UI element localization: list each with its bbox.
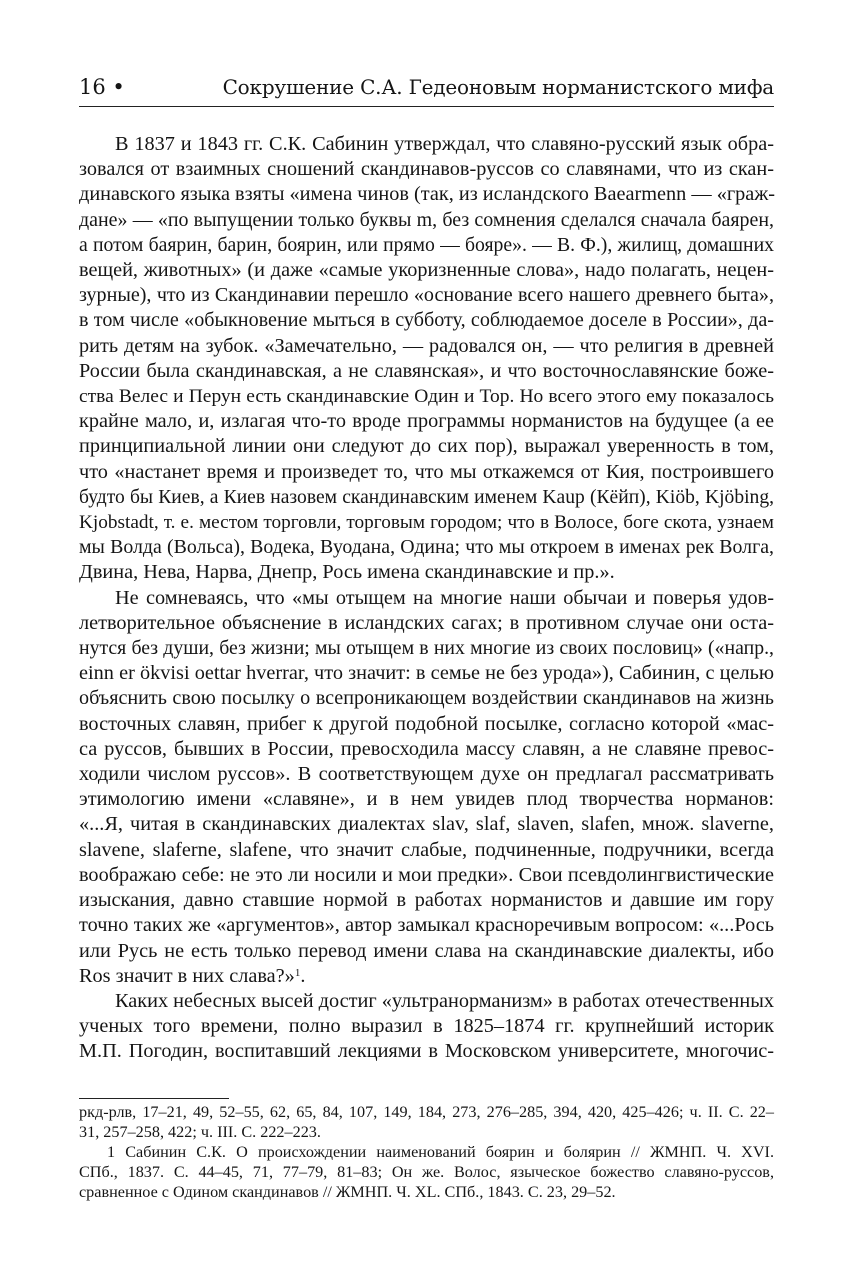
text-line: ходили числом руссов». В соответствующем духе он предлагал рассматривать [79, 763, 774, 786]
footnote-line: СПб., 1837. С. 44–45, 71, 77–79, 81–83; Он же. Волос, языческое божество славяно-руссов, [79, 1163, 774, 1181]
running-header [79, 72, 774, 102]
text-line: В 1837 и 1843 гг. С.К. Сабинин утверждал, что славяно-русский язык обра- [115, 133, 774, 155]
text-line: летворительное объяснение в исландских сагах; в противном случае они оста- [79, 611, 774, 634]
footnote-line: 31, 257–258, 422; ч. III. С. 222–223. [79, 1123, 321, 1141]
footnote-line: ркд-рлв, 17–21, 49, 52–55, 62, 65, 84, 107, 149, 184, 273, 276–285, 394, 420, 425–426; ч. II. С. 22– [79, 1103, 774, 1121]
text-line: slavene, slaferne, slafene, что значит слабые, подчиненные, подручники, всегда [79, 838, 774, 861]
footnote-marker[interactable]: 1 [294, 966, 301, 979]
text-line: са руссов, бывших в России, превосходила массу славян, а не славяне превос- [79, 737, 774, 760]
text-line: будто бы Киев, а Киев назовем скандинавским именем Kaup (Кёйп), Kiöb, Kjöbing, [79, 486, 774, 508]
footnote-line: сравненное с Одином скандинавов // ЖМНП. Ч. XL. СПб., 1843. С. 23, 29–52. [79, 1183, 616, 1201]
text-line: зурные), что из Скандинавии перешло «основание всего нашего древнего быта», [79, 284, 774, 307]
text-line: крайне мало, и, излагая что-то вроде программы норманистов на будущее (а ее [79, 410, 774, 433]
text-line: принципиальной линии они следуют до сих пор), выражал уверенность в том, [79, 435, 774, 458]
page-number: 16 • [79, 75, 125, 99]
footnotes [79, 1102, 774, 1202]
text-line: России была скандинавская, а не славянская», и что восточнославянские боже- [79, 359, 774, 382]
text-line: мы Волда (Вольса), Водека, Вуодана, Одина; что мы откроем в именах рек Волга, [79, 536, 774, 559]
text-line: дане» — «по выпущении только буквы m, без сомнения сделался сначала баярен, [79, 208, 774, 231]
text-line: М.П. Погодин, воспитавший лекциями в Московском университете, многочис- [79, 1040, 774, 1063]
text-line: что «настанет время и произведет то, что мы откажемся от Кия, построившего [79, 460, 774, 483]
text-line: динавского языка взяты «имена чинов (так, из исландского Baearmenn — «граж- [79, 183, 776, 206]
text-line: изыскания, давно ставшие нормой в работах норманистов и давшие им гору [79, 889, 774, 912]
text-line: einn er ökvisi oettar hverrar, что значит: в семье не без урода»), Сабинин, с целью [79, 662, 774, 685]
text-line: нутся без души, без жизни; мы отыщем в них многие из своих пословиц» («напр., [79, 637, 774, 660]
text-line: Ros значит в них слава?» [79, 964, 295, 987]
text-line: «...Я, читая в скандинавских диалектах slav, slaf, slaven, slafen, множ. slaverne, [79, 813, 774, 836]
header-rule [79, 106, 774, 107]
text-line: восточных славян, прибег к другой подобной посылке, согласно которой «мас- [79, 712, 774, 735]
text-line: а потом баярин, барин, боярин, или прямо — бояре». — В. Ф.), жилищ, домашних [79, 233, 774, 256]
text-line: точно таких же «аргументов», автор замыкал красноречивым вопросом: «...Рось [79, 914, 774, 937]
text-line: Kjobstadt, т. е. местом торговли, торговым городом; что в Волосе, боге скота, узнаем [79, 512, 774, 534]
text-line: вещей, животных» (и даже «самые укоризненные слова», надо полагать, нецен- [79, 259, 774, 282]
text-line: этимологию имени «славяне», и в нем увидев плод творчества норманов: [79, 788, 774, 811]
body-text [79, 132, 774, 1065]
text-line: в том числе «обыкновение мыться в субботу, соблюдаемое доселе в России», да- [79, 309, 774, 332]
text-line: ства Велес и Перун есть скандинавские Один и Тор. Но всего этого ему показалось [79, 386, 774, 408]
text-line: ученых того времени, полно выразил в 1825–1874 гг. крупнейший историк [79, 1015, 774, 1038]
text-line-with-footnote: Ros значит в них слава?»$^1$. [79, 964, 306, 987]
text-line: Каких небесных высей достиг «ультранорманизм» в работах отечественных [115, 989, 775, 1012]
text-line: Не сомневаясь, что «мы отыщем на многие наши обычаи и поверья удов- [115, 586, 774, 609]
text-line: рить детям на зубок. «Замечательно, — радовался он, — что религия в древней [79, 334, 774, 357]
footnote-rule [79, 1098, 229, 1099]
text-line: зовался от взаимных сношений скандинавов-руссов со славянами, что из скан- [79, 158, 774, 181]
text-line: воображаю себе: не это ли носили и мои предки». Свои псевдолингвистические [79, 863, 774, 886]
running-title: Сокрушение С.А. Гедеоновым норманистского мифа [222, 75, 774, 99]
text-line: или Русь не есть только перевод имени слава на скандинавские диалекты, ибо [79, 939, 774, 962]
text-line: объяснить свою посылку о всепроникающем воздействии скандинавов на жизнь [79, 687, 774, 710]
footnote-line: 1 Сабинин С.К. О происхождении наименований боярин и болярин // ЖМНП. Ч. XVI. [107, 1143, 774, 1161]
text-line: Двина, Нева, Нарва, Днепр, Рось имена скандинавские и пр.». [79, 561, 615, 584]
